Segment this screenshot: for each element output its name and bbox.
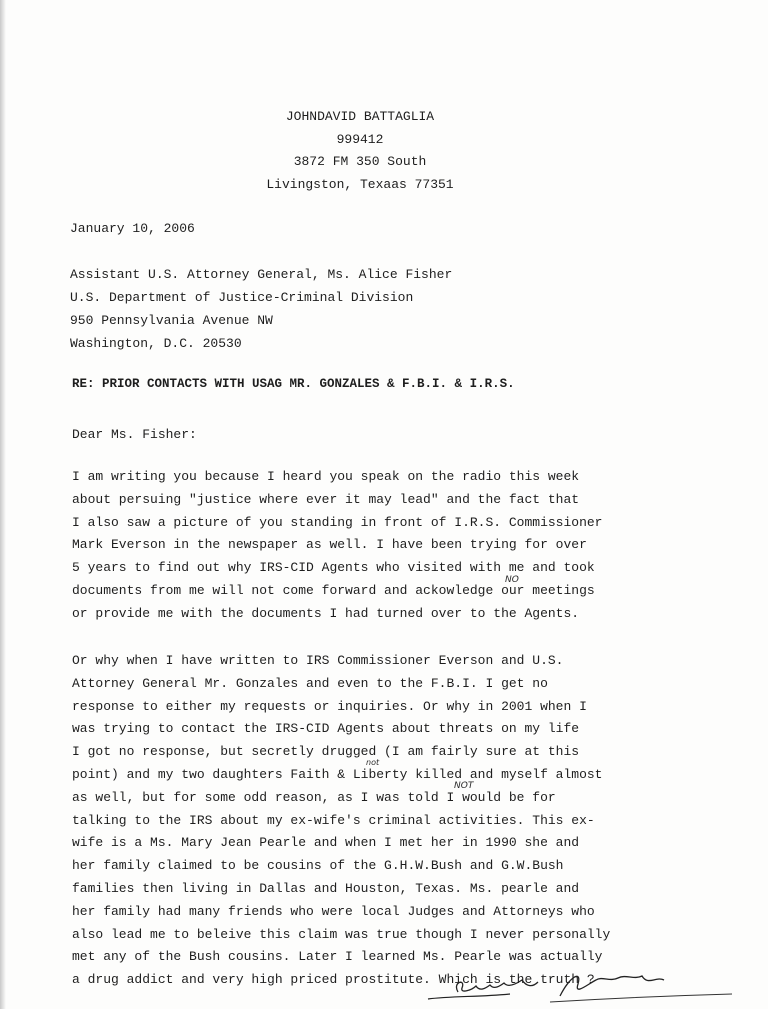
text-line: families then living in Dallas and Houston, Texas. Ms. pearle and: [72, 880, 580, 896]
handwritten-insert-not: NOT: [454, 781, 474, 791]
text-line: met any of the Bush cousins. Later I learned Ms. Pearle was actually: [72, 949, 603, 965]
handwritten-insert-not: not: [366, 758, 380, 767]
text-line: I got no response, but secretly drugged (I am fairly sure at this: [72, 744, 580, 760]
text-line: Mark Everson in the newspaper as well. I have been trying for over: [72, 537, 587, 553]
text-line: wife is a Ms. Mary Jean Pearle and when I met her in 1990 she and: [72, 835, 580, 851]
text-line: response to either my requests or inquiries. Or why in 2001 when I: [72, 698, 587, 714]
letter-date: January 10, 2006: [70, 221, 195, 236]
scan-edge-shadow: [0, 0, 6, 1009]
recipient-line: Washington, D.C. 20530: [70, 336, 242, 351]
text-line: about persuing "justice where ever it may lead" and the fact that: [72, 491, 580, 507]
recipient-line: U.S. Department of Justice-Criminal Division: [70, 290, 414, 305]
text-line: her family claimed to be cousins of the G.H.W.Bush and G.W.Bush: [72, 858, 564, 874]
paragraph-1: [72, 466, 603, 626]
sender-street: 3872 FM 350 South: [293, 154, 427, 169]
recipient-line: Assistant U.S. Attorney General, Ms. Alice Fisher: [70, 267, 453, 282]
text-line: her family had many friends who were local Judges and Attorneys who: [72, 903, 595, 919]
text-line: a drug addict and very high priced prostitute. Which is the truth ?: [72, 972, 595, 988]
sender-name: JOHNDAVID BATTAGLIA: [285, 109, 435, 124]
text-line: documents from me will not come forward and ackowledge our meetings: [72, 582, 595, 598]
handwritten-insert-no: NO: [505, 575, 519, 585]
text-line: or provide me with the documents I had turned over to the Agents.: [72, 605, 580, 621]
text-line: as well, but for some odd reason, as I was told I would be for: [72, 789, 556, 805]
letterhead: [210, 106, 510, 196]
recipient-address: [70, 263, 452, 355]
salutation: Dear Ms. Fisher:: [72, 427, 197, 442]
text-line: also lead me to beleive this claim was true though I never personally: [72, 926, 611, 942]
text-line: Or why when I have written to IRS Commissioner Everson and U.S.: [72, 653, 564, 668]
sender-id-number: 999412: [336, 131, 384, 147]
text-line: point) and my two daughters Faith & Liberty killed and myself almost: [72, 766, 603, 782]
subject-line: RE: PRIOR CONTACTS WITH USAG MR. GONZALES & F.B.I. & I.R.S.: [72, 377, 515, 391]
paragraph-2: [72, 650, 610, 992]
recipient-line: 950 Pennsylvania Avenue NW: [70, 313, 273, 328]
handwritten-signature: [420, 966, 740, 1009]
text-line: was trying to contact the IRS-CID Agents about threats on my life: [72, 721, 580, 737]
text-line: I am writing you because I heard you speak on the radio this week: [72, 469, 580, 484]
text-line: Attorney General Mr. Gonzales and even to the F.B.I. I get no: [72, 675, 548, 691]
text-line: talking to the IRS about my ex-wife's criminal activities. This ex-: [72, 812, 595, 828]
text-line: I also saw a picture of you standing in front of I.R.S. Commissioner: [72, 514, 603, 530]
text-line: 5 years to find out why IRS-CID Agents who visited with me and took: [72, 560, 595, 576]
sender-city: Livingston, Texaas 77351: [266, 176, 454, 192]
